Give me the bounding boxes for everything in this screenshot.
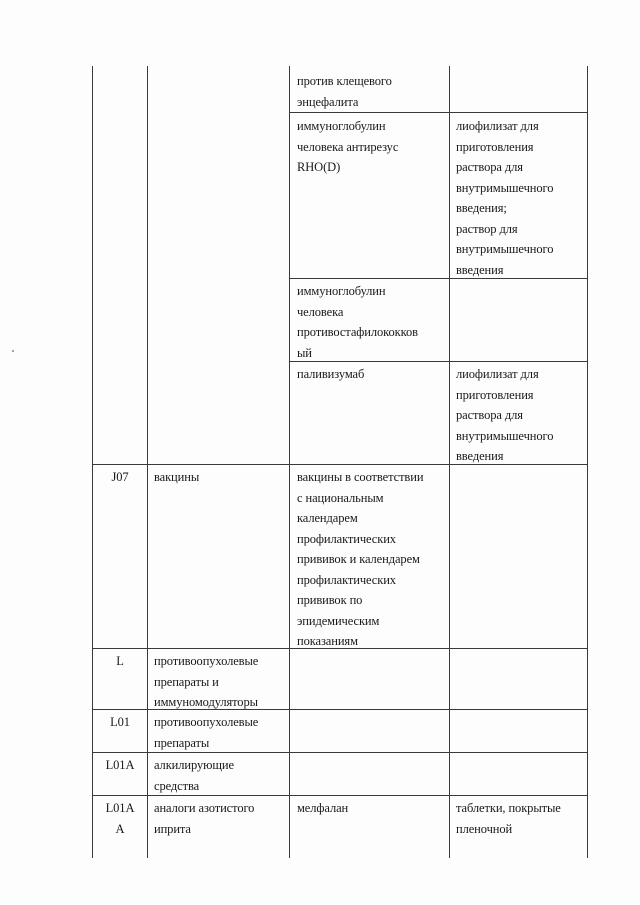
cell-form: лиофилизат для приготовления раствора для внутримышечного введения; раствор для внутримышечного введения bbox=[456, 119, 554, 277]
cell-drug: против клещевого энцефалита bbox=[297, 74, 392, 109]
cell-group: алкилирующие средства bbox=[154, 758, 234, 793]
scan-speck bbox=[12, 350, 14, 352]
cell-group: противоопухолевые препараты и иммуномодуляторы bbox=[154, 654, 259, 709]
cell-group: аналоги азотистого иприта bbox=[154, 801, 255, 836]
column-divider-drug bbox=[449, 66, 450, 858]
cell-drug: паливизумаб bbox=[297, 367, 365, 381]
cell-group: противоопухолевые препараты bbox=[154, 715, 259, 750]
table-border-left bbox=[92, 66, 93, 858]
cell-code: L bbox=[116, 654, 124, 668]
cell-form: лиофилизат для приготовления раствора для внутримышечного введения bbox=[456, 367, 554, 463]
column-divider-code bbox=[147, 66, 148, 858]
column-divider-group bbox=[289, 66, 290, 858]
cell-code: L01A A bbox=[105, 801, 135, 836]
cell-drug: иммуноглобулин человека антирезус RHO(D) bbox=[297, 119, 399, 174]
table-border-right bbox=[587, 66, 588, 858]
cell-drug: мелфалан bbox=[297, 801, 349, 815]
cell-code: L01A bbox=[105, 758, 135, 772]
cell-code: J07 bbox=[111, 470, 129, 484]
cell-group: вакцины bbox=[154, 470, 200, 484]
cell-drug: иммуноглобулин человека противостафилококков ый bbox=[297, 284, 418, 360]
cell-drug: вакцины в соответствии с национальным календарем профилактических прививок и календарем профилактических прививок по эпидемическим показаниям bbox=[297, 470, 424, 648]
cell-code: L01 bbox=[110, 715, 130, 729]
cell-form: таблетки, покрытые пленочной bbox=[456, 801, 561, 836]
row-border bbox=[289, 112, 588, 113]
